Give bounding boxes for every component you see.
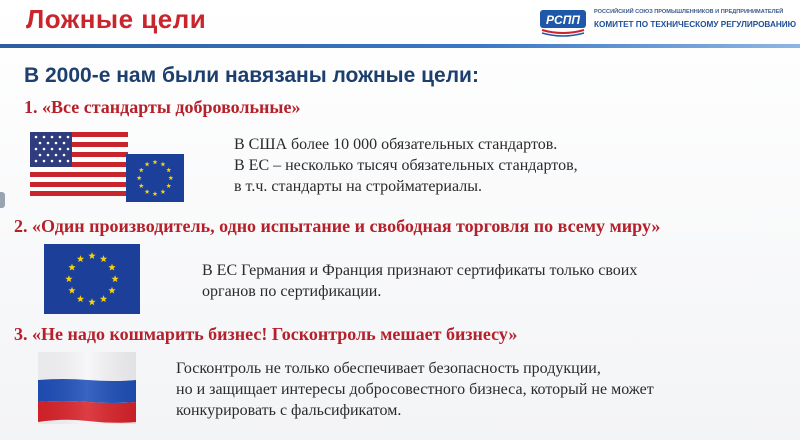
logo-abbr: РСПП <box>546 13 580 27</box>
logo-committee-name: КОМИТЕТ ПО ТЕХНИЧЕСКОМУ РЕГУЛИРОВАНИЮ <box>594 20 797 29</box>
point-3-line-1: Госконтроль не только обеспечивает безопасность продукции, <box>176 360 601 377</box>
rspp-logo-icon <box>538 4 588 40</box>
eu-flag-icon <box>44 244 140 314</box>
point-1-title: 1. «Все стандарты добровольные» <box>24 97 301 117</box>
point-2-line-1: В ЕС Германия и Франция признают сертификаты только своих <box>202 262 638 279</box>
russia-flag-icon <box>38 352 136 424</box>
point-2-line-2: органов по сертификации. <box>202 283 382 300</box>
point-1-line-1: В США более 10 000 обязательных стандартов. <box>234 136 558 153</box>
point-2-title: 2. «Один производитель, одно испытание и свободная торговля по всему миру» <box>14 216 661 236</box>
slide-subheading: В 2000-е нам были навязаны ложные цели: <box>24 64 479 87</box>
header-divider <box>0 44 800 48</box>
slide-header <box>0 0 800 46</box>
point-1-line-2: В ЕС – несколько тысяч обязательных стандартов, <box>234 157 578 174</box>
point-3-title: 3. «Не надо кошмарить бизнес! Госконтроль мешает бизнесу» <box>14 324 518 344</box>
usa-flag-icon <box>30 132 128 196</box>
rspp-logo <box>538 4 800 42</box>
point-3-line-2: но и защищает интересы добросовестного бизнеса, который не может <box>176 381 654 398</box>
slide-title: Ложные цели <box>26 4 207 34</box>
point-1-line-3: в т.ч. стандарты на стройматериалы. <box>234 178 482 195</box>
point-3-line-3: конкурировать с фальсификатом. <box>176 402 402 419</box>
eu-flag-icon <box>126 154 184 202</box>
side-tab-handle[interactable] <box>0 192 5 208</box>
logo-org-name: РОССИЙСКИЙ СОЮЗ ПРОМЫШЛЕННИКОВ И ПРЕДПРИНИМАТЕЛЕЙ <box>594 9 784 15</box>
